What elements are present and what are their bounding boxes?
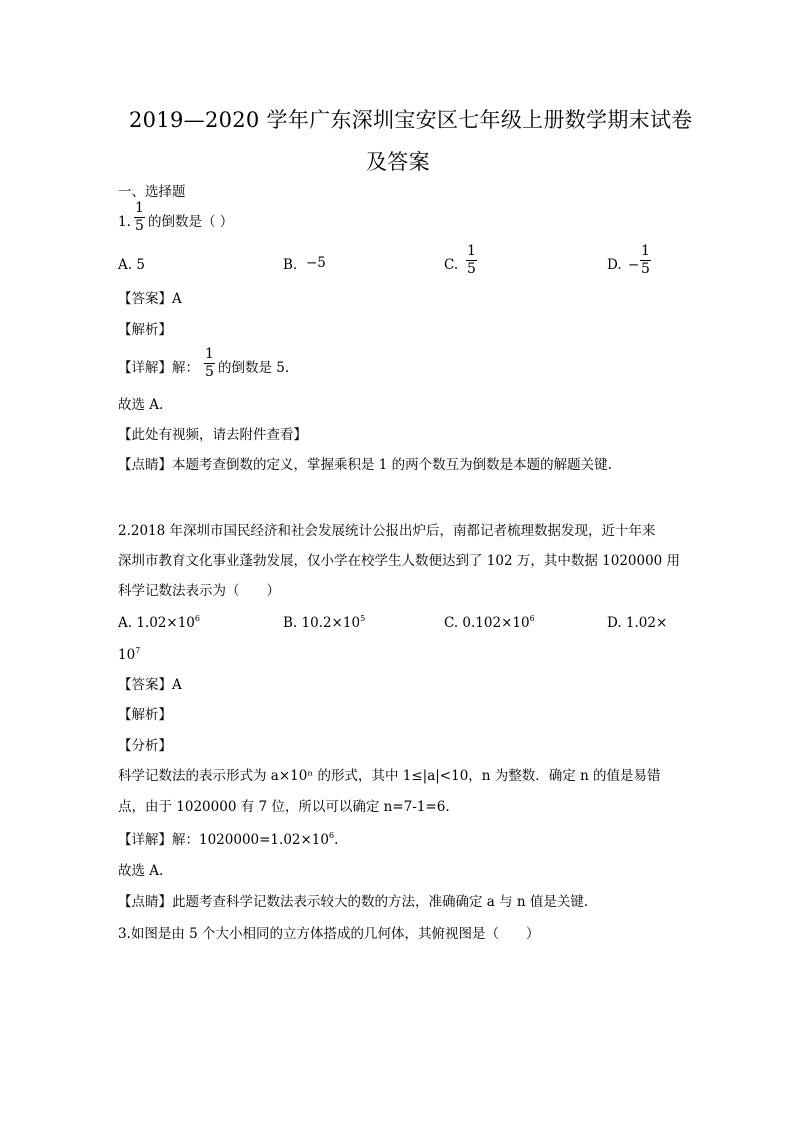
q2-option-d-continued	[118, 646, 140, 664]
q1-fraction	[134, 201, 145, 234]
q2-stem-line2: 深圳市教育文化事业蓬勃发展，仅小学在校学生人数便达到了 102 万，其中数据 1020000 用	[118, 553, 681, 569]
q2-option-d-cont-text: 10	[118, 647, 136, 663]
page-title-line1: 2019—2020 学年广东深圳宝安区七年级上册数学期末试卷	[129, 108, 693, 132]
q2-explain-line1: 科学记数法的表示形式为 a×10ⁿ 的形式，其中 1≤|a|<10，n 为整数．确定 n 的值是易错	[118, 768, 661, 784]
q2-option-a	[118, 614, 200, 632]
q1-detail-tail: 的倒数是 5.	[218, 360, 290, 376]
q1-choose: 故选 A.	[118, 397, 164, 413]
q2-choose: 故选 A.	[118, 863, 164, 879]
q2-option-b-text: B. 10.2×10	[283, 615, 361, 631]
page-title-line2: 及答案	[366, 150, 430, 174]
q1-option-d-denominator: 5	[641, 261, 650, 277]
q2-detail-end: .	[334, 832, 339, 848]
q2-option-b	[283, 614, 365, 632]
q1-analysis: 【解析】	[118, 322, 172, 338]
q1-detail-fraction	[204, 347, 215, 380]
q2-answer: 【答案】A	[118, 677, 182, 693]
q2-option-a-text: A. 1.02×10	[118, 615, 195, 631]
q1-detail-numerator: 1	[205, 346, 214, 362]
q1-option-b-label: B.	[283, 257, 298, 273]
q1-option-c-fraction	[466, 244, 477, 277]
q1-frac-numerator: 1	[135, 200, 144, 216]
q1-detail-prefix: 【详解】解：	[118, 360, 199, 376]
q2-option-d: D. 1.02×	[607, 615, 668, 631]
q1-option-c-denominator: 5	[467, 261, 476, 277]
q2-explain-line2: 点，由于 1020000 有 7 位，所以可以确定 n=7-1=6.	[118, 799, 450, 815]
q2-comment: 【点睛】此题考查科学记数法表示较大的数的方法，准确确定 a 与 n 值是关键.	[118, 894, 589, 910]
q2-detail-exp: 6	[328, 831, 335, 840]
q1-frac-denominator: 5	[135, 218, 144, 234]
q2-detail	[118, 831, 338, 849]
q1-video-note: 【此处有视频，请去附件查看】	[118, 427, 307, 443]
q2-option-c-exp: 6	[529, 614, 535, 623]
q2-fenxi: 【分析】	[118, 738, 172, 754]
q2-option-c	[444, 614, 535, 632]
q3-stem: 3.如图是由 5 个大小相同的立方体搭成的几何体，其俯视图是（ ）	[118, 926, 540, 942]
q1-option-d-numerator: 1	[641, 243, 650, 259]
q1-answer: 【答案】A	[118, 291, 182, 307]
q1-option-a: A. 5	[118, 257, 145, 273]
q2-option-d-exp: 7	[135, 646, 141, 655]
q1-option-d-sign: −	[628, 257, 640, 273]
q2-option-c-text: C. 0.102×10	[444, 615, 530, 631]
q2-stem-line1: 2.2018 年深圳市国民经济和社会发展统计公报出炉后，南都记者梳理数据发现，近十年来	[118, 523, 656, 539]
q1-option-c-numerator: 1	[467, 243, 476, 259]
q1-number: 1.	[118, 214, 131, 230]
q1-stem-tail: 的倒数是（ ）	[148, 214, 234, 230]
q2-stem-line3: 科学记数法表示为（ ）	[118, 583, 280, 599]
q2-option-b-exp: 5	[360, 614, 366, 623]
section-heading: 一、选择题	[118, 184, 186, 200]
q1-option-c-label: C.	[444, 257, 459, 273]
q1-option-d-label: D.	[607, 257, 622, 273]
q1-option-b-value: −5	[306, 255, 326, 271]
q1-comment: 【点睛】本题考查倒数的定义，掌握乘积是 1 的两个数互为倒数是本题的解题关键.	[118, 457, 612, 473]
q2-detail-text: 【详解】解：1020000=1.02×10	[118, 832, 329, 848]
q1-detail-denominator: 5	[205, 364, 214, 380]
q1-option-d-fraction	[640, 244, 651, 277]
q2-analysis: 【解析】	[118, 707, 172, 723]
q2-option-a-exp: 6	[194, 614, 200, 623]
